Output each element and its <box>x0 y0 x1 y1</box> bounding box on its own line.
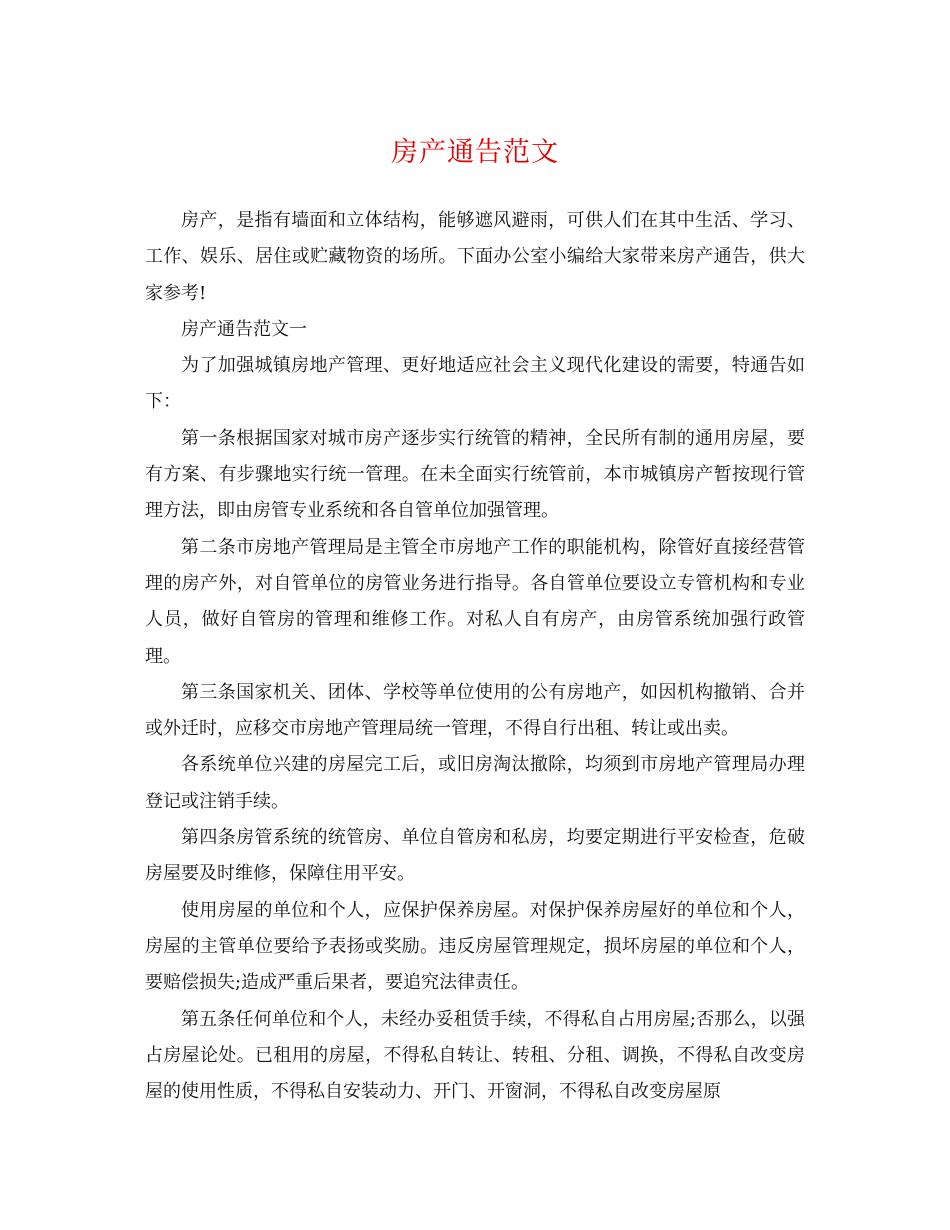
paragraph-preamble: 为了加强城镇房地产管理、更好地适应社会主义现代化建设的需要，特通告如下： <box>145 355 805 413</box>
paragraph-intro: 房产，是指有墙面和立体结构，能够遮风避雨，可供人们在其中生活、学习、工作、娱乐、居住或贮藏物资的场所。下面办公室小编给大家带来房产通告，供大家参考! <box>145 210 805 304</box>
paragraph-article-1: 第一条根据国家对城市房产逐步实行统管的精神，全民所有制的通用房屋，要有方案、有步骤地实行统一管理。在未全面实行统管前，本市城镇房产暂按现行管理方法，即由房管专业系统和各自管单位加强管理。 <box>145 427 805 522</box>
document-title: 房产通告范文 <box>391 137 559 168</box>
paragraph-article-5: 第五条任何单位和个人，未经办妥租赁手续，不得私自占用房屋;否那么，以强占房屋论处。已租用的房屋，不得私自转让、转租、分租、调换，不得私自改变房屋的使用性质，不得私自安装动力、开门、开窗洞，不得私自改变房屋原 <box>145 1008 805 1103</box>
paragraph-article-3: 第三条国家机关、团体、学校等单位使用的公有房地产，如因机构撤销、合并或外迁时，应移交市房地产管理局统一管理，不得自行出租、转让或出卖。 <box>145 681 805 740</box>
document-body <box>145 203 805 1110</box>
paragraph-section-heading: 房产通告范文一 <box>181 318 307 340</box>
paragraph-article-4: 第四条房管系统的统管房、单位自管房和私房，均要定期进行平安检查，危破房屋要及时维修，保障住用平安。 <box>145 827 805 885</box>
paragraph-article-2: 第二条市房地产管理局是主管全市房地产工作的职能机构，除管好直接经营管理的房产外，对自管单位的房管业务进行指导。各自管单位要设立专管机构和专业人员，做好自管房的管理和维修工作。对私人自有房产，由房管系统加强行政管理。 <box>145 536 805 667</box>
paragraph-article-4-supplement: 使用房屋的单位和个人，应保护保养房屋。对保护保养房屋好的单位和个人，房屋的主管单位要给予表扬或奖励。违反房屋管理规定，损坏房屋的单位和个人，要赔偿损失;造成严重后果者，要追究法律责任。 <box>145 899 805 994</box>
paragraph-article-3-supplement: 各系统单位兴建的房屋完工后，或旧房淘汰撤除，均须到市房地产管理局办理登记或注销手续。 <box>145 754 805 812</box>
